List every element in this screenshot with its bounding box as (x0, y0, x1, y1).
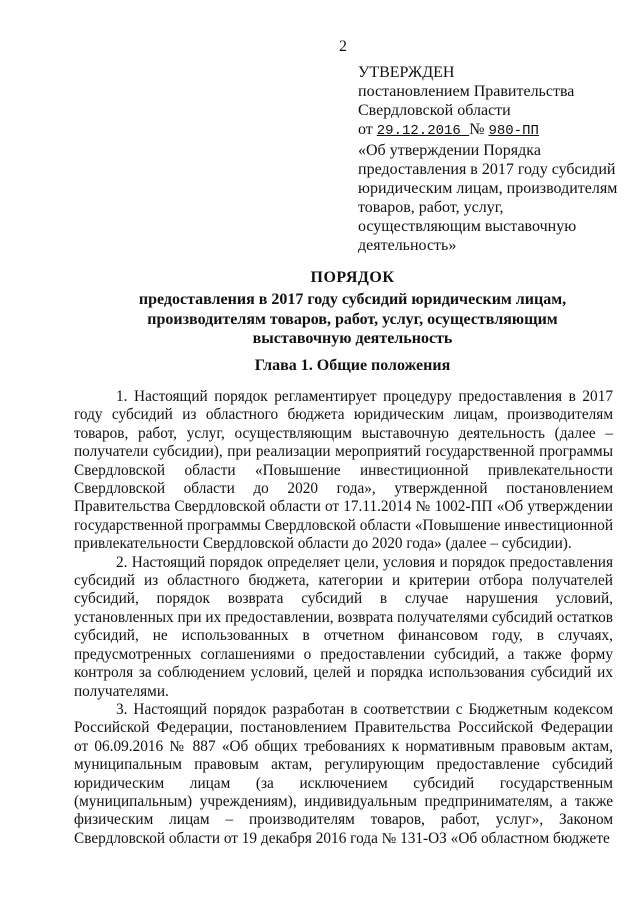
subtitle-line: выставочную деятельность (252, 330, 453, 347)
paragraph: 1. Настоящий порядок регламентирует процедуру предоставления в 2017 году субсидий из областного бюджета юридическим лицам, производителям товаров, работ, услуг, осуществляющим выставочную деятельность (далее – получатели субсидии), при реализации мероприятий государственной программы Свердловской области «Повышение инвестиционной привлекательности Свердловской области до 2020 года», утвержденной постановлением Правительства Свердловской области от 17.11.2014 № 1002-ПП «Об утверждении государственной программы Свердловской области «Повышение инвестиционной привлекательности Свердловской области до 2020 года» (далее – субсидии). (74, 388, 613, 553)
approval-subject-line: юридическим лицам, производителям (358, 180, 618, 197)
paragraph: 3. Настоящий порядок разработан в соответствии с Бюджетным кодексом Российской Федерации, постановлением Правительства Российской Федерации от 06.09.2016 № 887 «Об общих требованиях к нормативным правовым актам, муниципальным правовым актам, регулирующим предоставление субсидий юридическим лицам (за исключением субсидий государственным (муниципальным) учреждениям), индивидуальным предпринимателям, а также физическим лицам – производителям товаров, работ, услуг», Законом Свердловской области от 19 декабря 2016 года № 131-ОЗ «Об областном бюджете (74, 700, 613, 847)
paragraph: 2. Настоящий порядок определяет цели, условия и порядок предоставления субсидий из областного бюджета, категории и критерии отбора получателей субсидий, порядок возврата субсидий в случае нарушения условий, установленных при их предоставлении, возврата получателями субсидий остатков субсидий, не использованных в отчетном финансовом году, в случаях, предусмотренных соглашениями о предоставлении субсидий, а также форму контроля за соблюдением условий, целей и порядка использования субсидий их получателями. (74, 553, 613, 700)
chapter-heading: Глава 1. Общие положения (254, 357, 451, 374)
approval-line-1: постановлением Правительства (358, 83, 575, 100)
body-text (74, 388, 613, 848)
approval-subject-line: деятельность» (358, 237, 457, 254)
page-number: 2 (339, 38, 347, 55)
approval-subject-line: «Об утверждении Порядка (358, 142, 541, 159)
approval-date: 29.12.2016 (376, 123, 470, 139)
approval-number: 980-ПП (488, 123, 539, 139)
approval-subject-line: товаров, работ, услуг, (358, 199, 504, 216)
approval-heading: УТВЕРЖДЕН (358, 64, 455, 81)
approval-subject-line: предоставления в 2017 году субсидий (358, 161, 616, 178)
number-prefix: № (469, 121, 485, 138)
document-subtitle (60, 290, 640, 349)
approval-date-line (358, 120, 630, 141)
document-title: ПОРЯДОК (310, 269, 395, 286)
approval-line-2: Свердловской области (358, 102, 511, 119)
approval-stamp (358, 63, 630, 255)
subtitle-line: предоставления в 2017 году субсидий юридическим лицам, (138, 291, 567, 308)
approval-subject-line: осуществляющим выставочную (358, 218, 577, 235)
date-prefix: от (358, 121, 373, 138)
subtitle-line: производителям товаров, работ, услуг, осуществляющим (147, 310, 558, 328)
